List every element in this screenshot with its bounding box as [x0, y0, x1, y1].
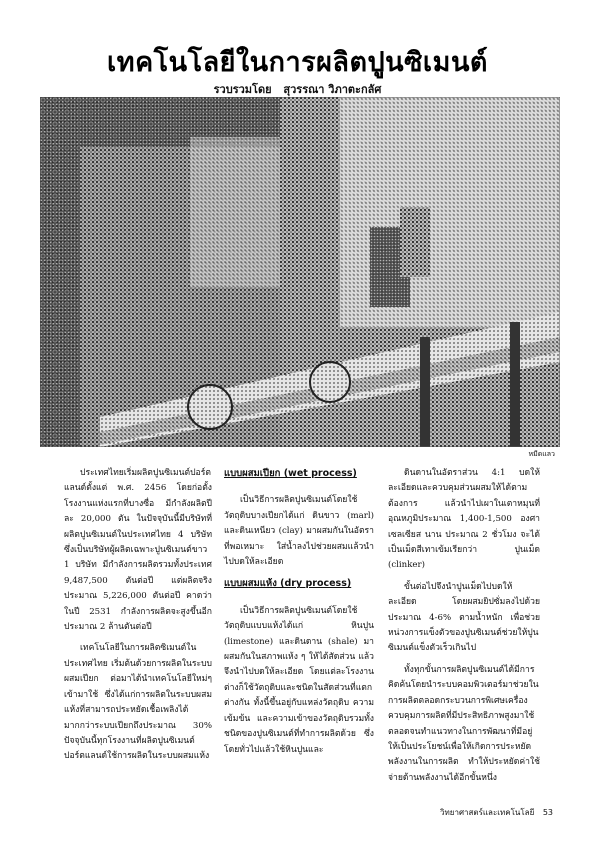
page-footer — [434, 806, 553, 819]
paragraph: เทคโนโลยีในการผลิตซิเมนต์ในประเทศไทย เริ่มต้นด้วยการผลิตในระบบผสมเปียก ต่อมาได้นำเทคโนโลยีใหม่ๆ เข้ามาใช้ ซึ่งได้แก่การผลิตในระบบผสมแห้งที่สามารถประหยัดเชื้อเพลิงได้มากกว่าระบบเปียกถึงประมาณ 30% ปัจจุบันนี้ทุกโรงงานที่ผลิตปูนซิเมนต์ปอร์ตแลนด์ใช้การผลิตในระบบผสมแห้ง — [64, 643, 212, 762]
cement-plant-photo — [40, 97, 560, 447]
byline-prefix: รวบรวมโดย — [213, 83, 272, 96]
paragraph: ทั้งทุกขั้นการผลิตปูนซิเมนต์ได้มีการคิดค้นโดยนำระบบคอมพิวเตอร์มาช่วยในการผลิตตลอดกระบวนการพิเศษเครื่องควบคุมการผลิตที่มีประสิทธิภาพสูงมาใช้ ตลอดจนทำแนวทางในการพัฒนาที่มีอยู่ให้เป็นประโยชน์เพื่อให้เกิดการประหยัดพลังงานในการผลิต ทำให้ประหยัดค่าใช้จ่ายด้านพลังงานได้อีกขั้นหนึ่ง — [388, 664, 540, 783]
journal-name: วิทยาศาสตร์และเทคโนโลยี — [440, 808, 535, 817]
section-heading-dry-process: แบบผสมแห้ง (dry process) — [224, 578, 352, 590]
section-heading-wet-process: แบบผสมเปียก (wet process) — [224, 468, 357, 479]
paragraph: เป็นวิธีการผลิตปูนซิเมนต์โดยใช้วัตถุดิบบางเปียกได้แก่ ดินขาว (marl) และดินเหนียว (clay) มาผสมกันในอัตราที่พอเหมาะ ใส่น้ำลงไปช่วยผสมแล้วนำไปบดให้ละเอียด — [224, 495, 374, 568]
text-column-1 — [64, 466, 212, 771]
photo-credit: หมีดแลว — [528, 450, 555, 458]
paragraph: ดินดานในอัตราส่วน 4:1 บดให้ละเอียดและควบคุมส่วนผสมให้ได้ตามต้องการ แล้วนำไปเผาในเตาหมุนที่อุณหภูมิประมาณ 1,400-1,500 องศาเซลเซียส นาน ประมาณ 2 ชั่วโมง จะได้เป็นเม็ดสีเทาเข้มเรียกว่า ปูนเม็ด (clinker) — [388, 468, 540, 571]
paragraph: เป็นวิธีการผลิตปูนซิเมนต์โดยใช้วัตถุดิบแบบแห้งได้แก่ หินปูน (limestone) และดินดาน (shale) มาผสมกันในสภาพแห้ง ๆ ให้ได้สัดส่วน แล้วจึงนำไปบดให้ละเอียด โดยแต่ละโรงงานต่างก็ใช้วัตถุดิบและชนิดในสัดส่วนที่แตกต่างกัน ทั้งนี้ขึ้นอยู่กับแหล่งวัตถุดิบ ความเข้มข้น และความเข้าของวัตถุดิบรวมทั้งชนิดของปูนซิเมนต์ที่ทำการผลิตด้วย ซึ่งโดยทั่วไปแล้วใช้หินปูนและ — [224, 605, 374, 755]
byline — [0, 80, 595, 98]
text-column-3 — [388, 466, 540, 792]
author-name: สุวรรณา วิภาตะกลัศ — [283, 83, 382, 96]
text-column-2 — [224, 466, 374, 764]
paragraph: ขั้นต่อไปจึงนำปูนเม็ดไปบดให้ละเอียด โดยผสมยิปซั่มลงไปด้วยประมาณ 4-6% ตามน้ำหนัก เพื่อช่วยหน่วงการแข็งตัวของปูนซิเมนต์ช่วยให้ปูนซิเมนต์แข็งตัวเร็วเกินไป — [388, 581, 540, 654]
page-number: 53 — [542, 808, 553, 817]
article-title: เทคโนโลยีในการผลิตปูนซิเมนต์ — [107, 47, 488, 78]
paragraph: ประเทศไทยเริ่มผลิตปูนซิเมนต์ปอร์ตแลนด์ตั้งแต่ พ.ศ. 2456 โดยก่อตั้งโรงงานแห่งแรกที่บางซื่อ มีกำลังผลิตปีละ 20,000 ตัน ในปัจจุบันนี้มีบริษัทที่ผลิตปูนซิเมนต์ในประเทศไทย 4 บริษัท ซึ่งเป็นบริษัทผู้ผลิตเฉพาะปูนซิเมนต์ขาว 1 บริษัท มีกำลังการผลิตรวมทั้งประเทศ 9,487,500 ตันต่อปี แต่ผลิตจริงประมาณ 5,226,000 ตันต่อปี คาดว่าในปี 2531 กำลังการผลิตจะสูงขึ้นอีกประมาณ 2 ล้านตันต่อปี — [64, 468, 212, 633]
